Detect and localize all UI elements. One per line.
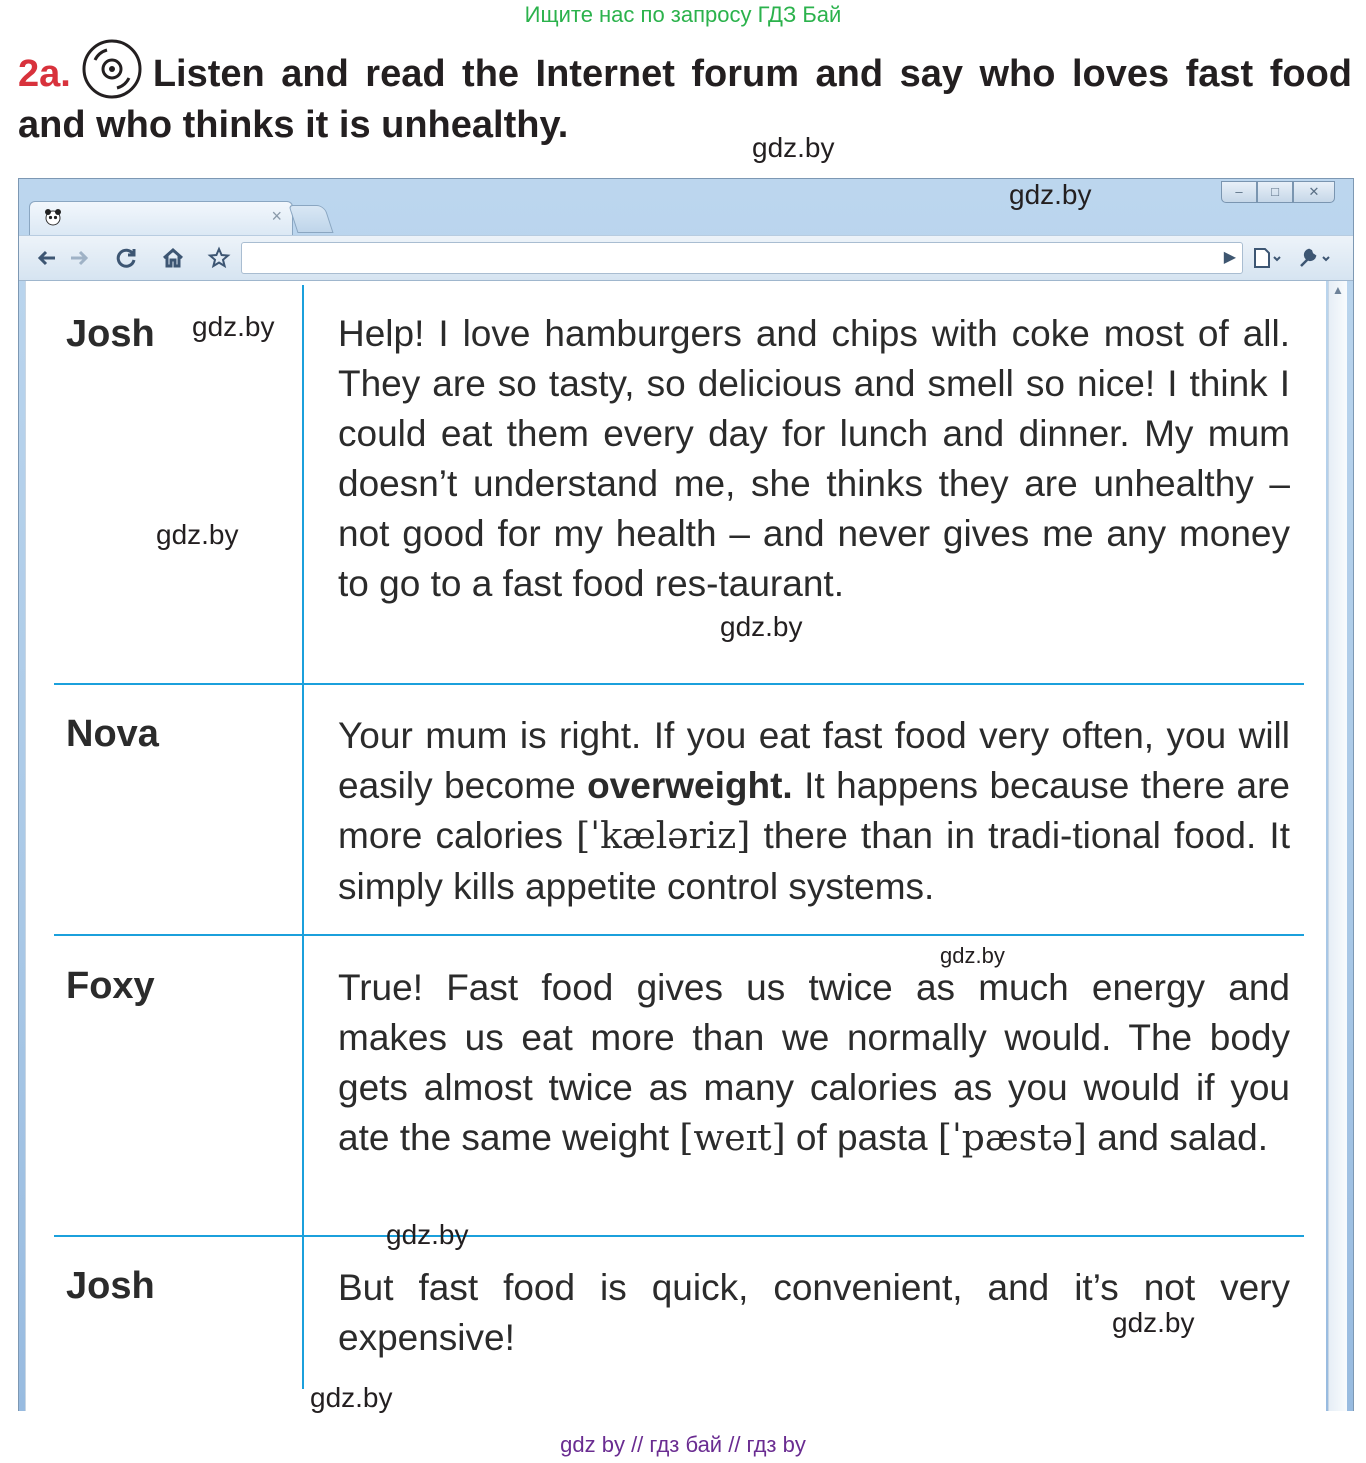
scroll-up-icon[interactable]: ▲ (1332, 283, 1344, 297)
browser-window (18, 178, 1354, 1411)
post-message (338, 711, 1290, 912)
post-message: But fast food is quick, convenient, and it’s not very expensive! (338, 1267, 1290, 1358)
wrench-menu-icon[interactable] (1295, 244, 1335, 272)
page-menu-icon[interactable] (1249, 244, 1285, 272)
row-divider (54, 1235, 1304, 1237)
browser-toolbar (19, 235, 1353, 281)
exercise-number: 2a. (18, 53, 71, 95)
watermark: gdz.by (156, 519, 239, 550)
exercise-instruction: Listen and read the Internet forum and say who loves fast food and who thinks it is unhealthy. (18, 53, 1352, 146)
message-text: It happens because there are more calories (338, 765, 1291, 856)
go-icon[interactable]: ▶ (1223, 249, 1236, 266)
message-text: there than in tradi-tional food. It simply kills appetite control systems. (338, 815, 1290, 907)
audio-cd-icon[interactable] (81, 38, 143, 100)
watermark: gdz.by (720, 611, 803, 642)
browser-tab[interactable] (29, 201, 293, 236)
watermark: gdz.by (1009, 179, 1092, 210)
address-bar[interactable] (241, 242, 1243, 274)
minimize-button[interactable]: – (1221, 181, 1257, 203)
phonetic-transcription: [ˈpæstə] (937, 1118, 1087, 1159)
watermark: gdz.by (752, 132, 835, 163)
reload-icon[interactable] (113, 244, 141, 272)
column-divider (302, 285, 304, 1389)
watermark: gdz.by (386, 1219, 469, 1250)
close-window-button[interactable]: ✕ (1293, 181, 1335, 203)
panda-favicon-icon (44, 208, 62, 226)
post-author: Josh (66, 1265, 155, 1307)
top-banner[interactable]: Ищите нас по запросу ГДЗ Бай (524, 2, 842, 27)
footer-links[interactable]: gdz by // гдз бай // гдз by (560, 1432, 806, 1457)
watermark: gdz.by (1112, 1307, 1195, 1338)
tab-close-icon[interactable]: × (271, 206, 282, 226)
row-divider (54, 934, 1304, 936)
message-text: Your mum is right. If you eat fast food very often, you will easily become (338, 715, 1290, 806)
phonetic-transcription: [weɪt] (679, 1118, 786, 1159)
row-divider (54, 683, 1304, 685)
new-tab-button[interactable] (288, 205, 333, 233)
message-text: True! Fast food gives us twice as much energy and makes us eat more than we normally would. The body gets almost twice as many calories as you would if you ate the same weight (338, 967, 1290, 1158)
message-text: of pasta (785, 1117, 938, 1158)
message-bold-word: overweight. (587, 765, 793, 806)
vertical-scrollbar[interactable] (1328, 281, 1347, 1411)
home-icon[interactable] (159, 244, 187, 272)
forward-icon[interactable] (65, 244, 93, 272)
back-icon[interactable] (33, 244, 61, 272)
forum-page (25, 281, 1326, 1411)
watermark: gdz.by (310, 1382, 393, 1413)
post-message (338, 963, 1290, 1164)
post-author: Foxy (66, 965, 155, 1007)
window-controls (1221, 181, 1335, 203)
bookmark-star-icon[interactable] (205, 244, 233, 272)
post-author: Josh (66, 313, 155, 355)
phonetic-transcription: [ˈkæləriz] (576, 816, 751, 857)
message-text: and salad. (1086, 1117, 1268, 1158)
post-message: Help! I love hamburgers and chips with coke most of all. They are so tasty, so delicious and smell so nice! I think I could eat them every day for lunch and dinner. My mum doesn’t understand me, she thinks they are unhealthy – not good for my health – and never gives me any money to go to a fast food res-taurant. (338, 313, 1290, 604)
post-author: Nova (66, 713, 159, 755)
exercise-header (18, 38, 1352, 150)
maximize-button[interactable]: □ (1257, 181, 1293, 203)
watermark: gdz.by (192, 311, 275, 342)
watermark: gdz.by (940, 943, 1005, 968)
